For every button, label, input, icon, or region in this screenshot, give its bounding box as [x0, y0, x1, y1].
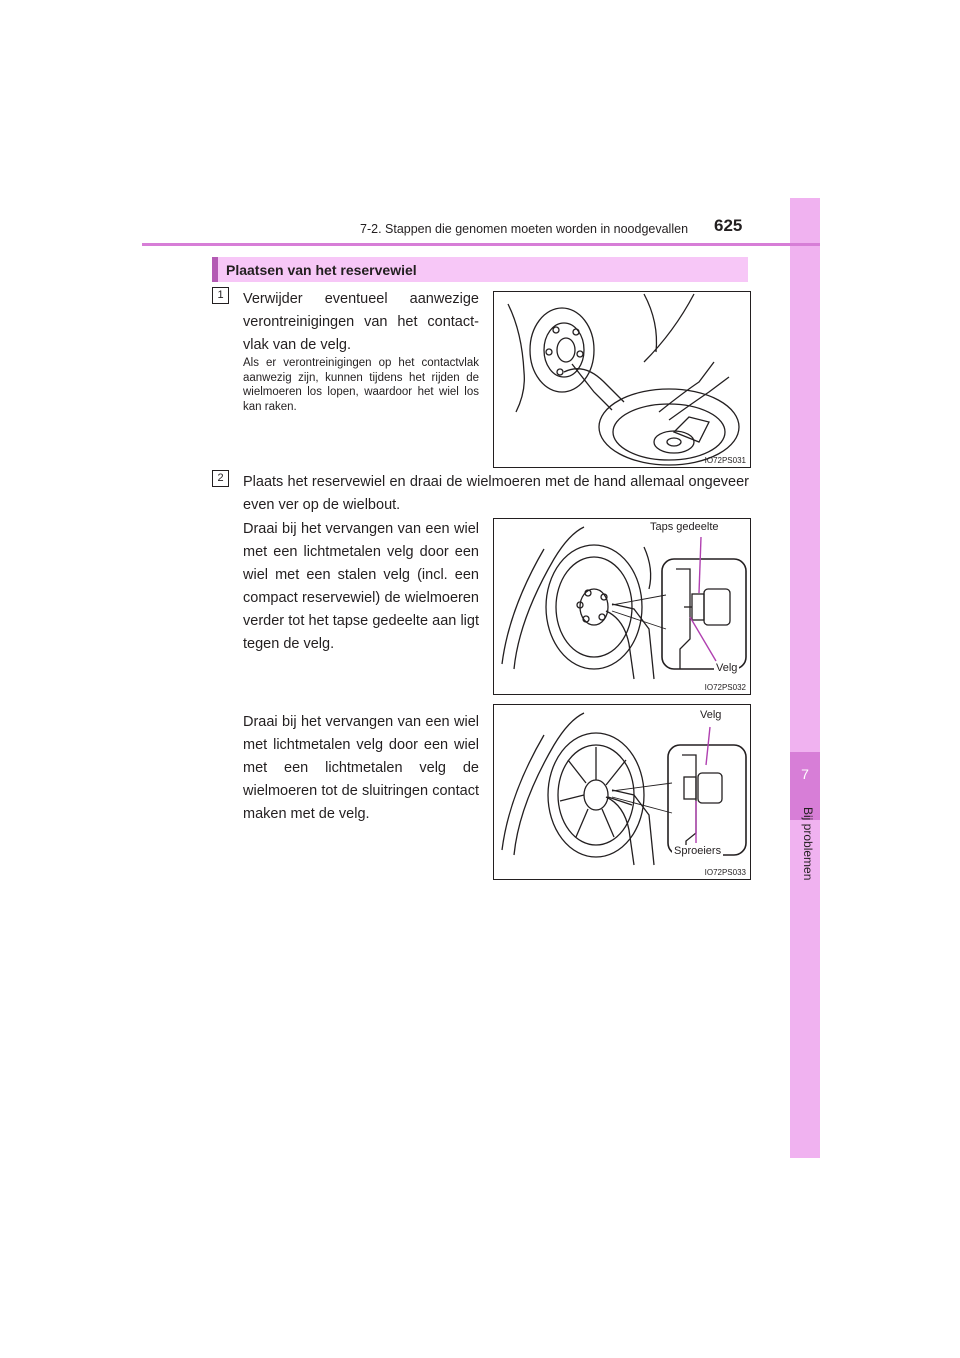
- steel-rim-illustration: [494, 519, 750, 694]
- section-title-accent: [212, 257, 218, 282]
- figure-steel-rim: [493, 518, 751, 695]
- step-2-sub-b: Draai bij het vervangen van een wiel met lichtmetalen velg door een wiel met een lichtmetalen velg de wielmoeren tot de sluitringen contact maken met de velg.: [243, 714, 479, 822]
- step-1-note: Als er verontreinigingen op het contactvlak aanwezig zijn, kunnen tijdens het rijden de wielmoeren los lopen, waardoor het wiel los kan raken.: [243, 357, 479, 413]
- step-1-text: Verwijder eventueel aanwezige verontreinigingen van het contactvlak van de velg.: [243, 291, 479, 353]
- figure-code: IO72PS032: [704, 683, 746, 692]
- step-2-sub-a: Draai bij het vervangen van een wiel met een lichtmetalen velg door een wiel met een stalen velg (incl. een compact reservewiel) de wielmoeren verder tot het tapse gedeelte aan ligt tegen de velg.: [243, 521, 479, 652]
- header-rule: [142, 243, 820, 246]
- section-title: Plaatsen van het reservewiel: [226, 262, 417, 278]
- step-2-text: Plaats het reservewiel en draai de wielmoeren met de hand allemaal ongeveer even ver op de wielbout.: [243, 474, 749, 513]
- figure-code: IO72PS031: [704, 456, 746, 465]
- chapter-number: 7: [801, 766, 809, 782]
- page-number: 625: [714, 216, 743, 235]
- running-header: 7-2. Stappen die genomen moeten worden in noodgevallen: [360, 222, 689, 236]
- chapter-sidebar: [790, 198, 820, 1158]
- figure-alloy-rim: [493, 704, 751, 880]
- figure-clean-hub: [493, 291, 751, 468]
- hub-cleaning-illustration: [494, 292, 750, 467]
- callout-taps-gedeelte: Taps gedeelte: [650, 521, 719, 533]
- callout-sproeiers: Sproeiers: [674, 845, 722, 857]
- callout-velg: Velg: [700, 709, 722, 721]
- figure-code: IO72PS033: [704, 868, 746, 877]
- callout-velg: Velg: [716, 662, 738, 674]
- step-number-2: 2: [212, 470, 229, 487]
- chapter-title: Bij problemen: [801, 807, 815, 881]
- step-number-1: 1: [212, 287, 229, 304]
